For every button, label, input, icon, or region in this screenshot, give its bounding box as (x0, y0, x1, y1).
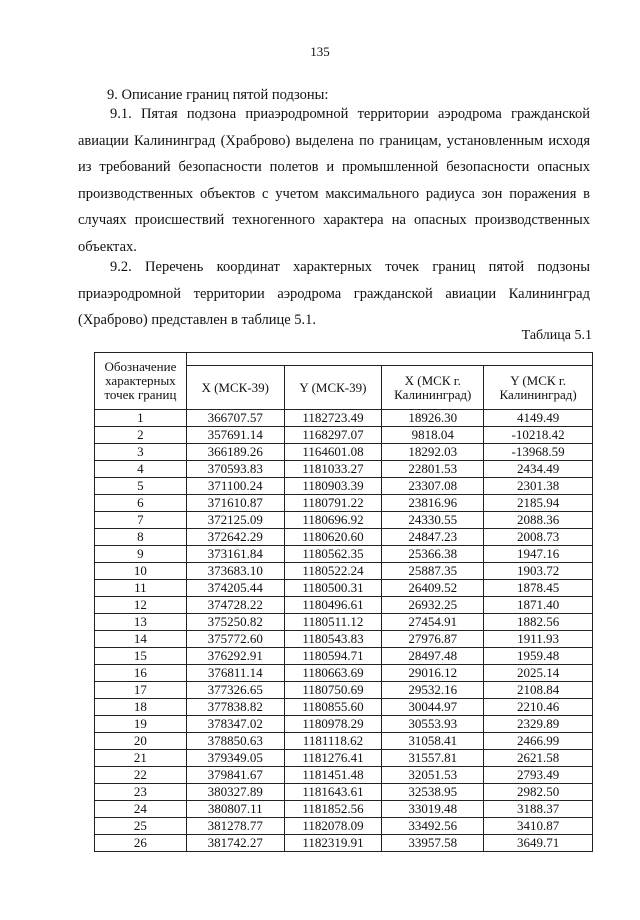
cell-y-msk39: 1181643.61 (284, 784, 382, 801)
cell-y-mskg: 2329.89 (484, 716, 593, 733)
cell-y-mskg: 2088.36 (484, 512, 593, 529)
cell-x-mskg: 25366.38 (382, 546, 484, 563)
cell-x-mskg: 23816.96 (382, 495, 484, 512)
cell-point-id: 16 (95, 665, 187, 682)
cell-x-msk39: 381742.27 (186, 835, 284, 852)
table-row (95, 631, 593, 648)
cell-y-mskg: 1903.72 (484, 563, 593, 580)
cell-y-mskg: 1959.48 (484, 648, 593, 665)
cell-y-msk39: 1164601.08 (284, 444, 382, 461)
cell-y-msk39: 1182723.49 (284, 410, 382, 427)
cell-x-msk39: 377326.65 (186, 682, 284, 699)
cell-point-id: 21 (95, 750, 187, 767)
table-row (95, 665, 593, 682)
cell-y-mskg: 2982.50 (484, 784, 593, 801)
cell-point-id: 5 (95, 478, 187, 495)
cell-y-mskg: 1871.40 (484, 597, 593, 614)
cell-y-msk39: 1180663.69 (284, 665, 382, 682)
cell-x-msk39: 377838.82 (186, 699, 284, 716)
cell-y-mskg: 2301.38 (484, 478, 593, 495)
cell-x-msk39: 381278.77 (186, 818, 284, 835)
cell-y-mskg: 1911.93 (484, 631, 593, 648)
table-row (95, 784, 593, 801)
cell-point-id: 4 (95, 461, 187, 478)
table-row (95, 427, 593, 444)
cell-x-mskg: 23307.08 (382, 478, 484, 495)
cell-x-mskg: 24330.55 (382, 512, 484, 529)
cell-x-mskg: 25887.35 (382, 563, 484, 580)
cell-y-msk39: 1180791.22 (284, 495, 382, 512)
cell-y-mskg: 4149.49 (484, 410, 593, 427)
header-x-mskg: X (МСК г. Калининград) (382, 366, 484, 410)
cell-y-mskg: 1947.16 (484, 546, 593, 563)
header-point: Обозначение характерных точек границ (95, 353, 187, 410)
cell-point-id: 9 (95, 546, 187, 563)
cell-x-mskg: 32538.95 (382, 784, 484, 801)
header-y-mskg: Y (МСК г. Калининград) (484, 366, 593, 410)
cell-y-mskg: 2210.46 (484, 699, 593, 716)
table-row (95, 648, 593, 665)
cell-y-msk39: 1180750.69 (284, 682, 382, 699)
cell-y-msk39: 1180511.12 (284, 614, 382, 631)
cell-point-id: 11 (95, 580, 187, 597)
cell-y-msk39: 1180496.61 (284, 597, 382, 614)
table-body (95, 410, 593, 852)
cell-x-msk39: 370593.83 (186, 461, 284, 478)
table-row (95, 546, 593, 563)
cell-y-mskg: 2434.49 (484, 461, 593, 478)
cell-point-id: 12 (95, 597, 187, 614)
page-number: 135 (310, 44, 330, 59)
table-row (95, 563, 593, 580)
cell-point-id: 2 (95, 427, 187, 444)
cell-point-id: 13 (95, 614, 187, 631)
cell-y-msk39: 1182319.91 (284, 835, 382, 852)
cell-point-id: 6 (95, 495, 187, 512)
paragraph-subzone-description: 9.1. Пятая подзона приаэродромной территории аэродрома гражданской авиации Калининград (Храброво) выделена по границам, установленным исходя из требований безопасности полетов и промышленной безопасности опасных производственных объектов с учетом максимального радиуса зон поражения в случаях происшествий техногенного характера на опасных производственных объектах. (78, 106, 590, 255)
cell-y-mskg: 3410.87 (484, 818, 593, 835)
cell-y-mskg: 2185.94 (484, 495, 593, 512)
cell-x-msk39: 366189.26 (186, 444, 284, 461)
table-row (95, 716, 593, 733)
cell-x-mskg: 9818.04 (382, 427, 484, 444)
cell-y-msk39: 1180620.60 (284, 529, 382, 546)
cell-x-mskg: 27454.91 (382, 614, 484, 631)
cell-x-msk39: 378347.02 (186, 716, 284, 733)
cell-point-id: 24 (95, 801, 187, 818)
coordinates-table (94, 352, 593, 852)
cell-point-id: 3 (95, 444, 187, 461)
cell-point-id: 23 (95, 784, 187, 801)
cell-x-mskg: 18926.30 (382, 410, 484, 427)
cell-y-mskg: 2621.58 (484, 750, 593, 767)
cell-x-mskg: 33492.56 (382, 818, 484, 835)
cell-x-mskg: 27976.87 (382, 631, 484, 648)
cell-y-msk39: 1180978.29 (284, 716, 382, 733)
cell-x-mskg: 30044.97 (382, 699, 484, 716)
cell-y-mskg: 2025.14 (484, 665, 593, 682)
cell-x-msk39: 379349.05 (186, 750, 284, 767)
cell-point-id: 15 (95, 648, 187, 665)
cell-x-mskg: 28497.48 (382, 648, 484, 665)
header-x-msk39: X (МСК-39) (186, 366, 284, 410)
cell-y-msk39: 1180543.83 (284, 631, 382, 648)
cell-x-msk39: 380327.89 (186, 784, 284, 801)
table-row (95, 580, 593, 597)
cell-y-msk39: 1181276.41 (284, 750, 382, 767)
cell-x-mskg: 26409.52 (382, 580, 484, 597)
table-row (95, 410, 593, 427)
cell-x-mskg: 33957.58 (382, 835, 484, 852)
cell-point-id: 19 (95, 716, 187, 733)
cell-point-id: 18 (95, 699, 187, 716)
header-y-msk39: Y (МСК-39) (284, 366, 382, 410)
cell-y-msk39: 1180500.31 (284, 580, 382, 597)
cell-point-id: 22 (95, 767, 187, 784)
cell-x-msk39: 373683.10 (186, 563, 284, 580)
cell-y-msk39: 1181852.56 (284, 801, 382, 818)
table-row (95, 733, 593, 750)
cell-x-msk39: 366707.57 (186, 410, 284, 427)
table-row (95, 767, 593, 784)
table-row (95, 478, 593, 495)
section-heading: 9. Описание границ пятой подзоны: (107, 87, 329, 103)
cell-y-msk39: 1181451.48 (284, 767, 382, 784)
cell-point-id: 26 (95, 835, 187, 852)
table-row (95, 444, 593, 461)
table-caption: Таблица 5.1 (521, 328, 592, 343)
cell-x-msk39: 357691.14 (186, 427, 284, 444)
cell-x-msk39: 375772.60 (186, 631, 284, 648)
cell-y-msk39: 1181033.27 (284, 461, 382, 478)
cell-x-mskg: 33019.48 (382, 801, 484, 818)
cell-y-mskg: -13968.59 (484, 444, 593, 461)
cell-x-mskg: 18292.03 (382, 444, 484, 461)
cell-y-mskg: 3649.71 (484, 835, 593, 852)
cell-point-id: 20 (95, 733, 187, 750)
cell-point-id: 8 (95, 529, 187, 546)
cell-y-msk39: 1180696.92 (284, 512, 382, 529)
cell-y-msk39: 1181118.62 (284, 733, 382, 750)
table-row (95, 597, 593, 614)
cell-y-mskg: 2466.99 (484, 733, 593, 750)
cell-y-msk39: 1168297.07 (284, 427, 382, 444)
cell-x-msk39: 376811.14 (186, 665, 284, 682)
cell-x-mskg: 32051.53 (382, 767, 484, 784)
cell-x-msk39: 372125.09 (186, 512, 284, 529)
table-row (95, 835, 593, 852)
cell-point-id: 25 (95, 818, 187, 835)
table-row (95, 818, 593, 835)
cell-x-msk39: 372642.29 (186, 529, 284, 546)
paragraph-coordinates-list: 9.2. Перечень координат характерных точек границ пятой подзоны приаэродромной территории аэродрома гражданской авиации Калининград (Храброво) представлен в таблице 5.1. (78, 259, 590, 328)
cell-x-msk39: 376292.91 (186, 648, 284, 665)
cell-y-msk39: 1180522.24 (284, 563, 382, 580)
cell-x-mskg: 29532.16 (382, 682, 484, 699)
cell-y-msk39: 1180594.71 (284, 648, 382, 665)
cell-x-msk39: 375250.82 (186, 614, 284, 631)
cell-x-msk39: 380807.11 (186, 801, 284, 818)
table-row (95, 461, 593, 478)
cell-x-mskg: 31557.81 (382, 750, 484, 767)
table-row (95, 614, 593, 631)
cell-y-mskg: 2008.73 (484, 529, 593, 546)
cell-y-mskg: 3188.37 (484, 801, 593, 818)
cell-point-id: 14 (95, 631, 187, 648)
cell-y-mskg: 1878.45 (484, 580, 593, 597)
header-spacer (186, 353, 592, 366)
table-row (95, 512, 593, 529)
cell-y-mskg: -10218.42 (484, 427, 593, 444)
cell-y-msk39: 1180903.39 (284, 478, 382, 495)
table-row (95, 750, 593, 767)
table-row (95, 699, 593, 716)
table-row (95, 682, 593, 699)
table-row (95, 495, 593, 512)
table-row (95, 801, 593, 818)
cell-point-id: 17 (95, 682, 187, 699)
cell-point-id: 10 (95, 563, 187, 580)
cell-x-mskg: 22801.53 (382, 461, 484, 478)
cell-x-msk39: 371100.24 (186, 478, 284, 495)
cell-point-id: 1 (95, 410, 187, 427)
cell-y-mskg: 2793.49 (484, 767, 593, 784)
cell-y-mskg: 2108.84 (484, 682, 593, 699)
cell-y-msk39: 1180855.60 (284, 699, 382, 716)
cell-x-msk39: 374728.22 (186, 597, 284, 614)
cell-y-msk39: 1180562.35 (284, 546, 382, 563)
cell-x-msk39: 373161.84 (186, 546, 284, 563)
cell-x-mskg: 24847.23 (382, 529, 484, 546)
cell-x-mskg: 31058.41 (382, 733, 484, 750)
cell-x-msk39: 371610.87 (186, 495, 284, 512)
cell-y-mskg: 1882.56 (484, 614, 593, 631)
cell-x-msk39: 378850.63 (186, 733, 284, 750)
cell-x-mskg: 29016.12 (382, 665, 484, 682)
cell-x-msk39: 374205.44 (186, 580, 284, 597)
cell-x-mskg: 26932.25 (382, 597, 484, 614)
cell-y-msk39: 1182078.09 (284, 818, 382, 835)
cell-x-msk39: 379841.67 (186, 767, 284, 784)
cell-x-mskg: 30553.93 (382, 716, 484, 733)
table-row (95, 529, 593, 546)
cell-point-id: 7 (95, 512, 187, 529)
